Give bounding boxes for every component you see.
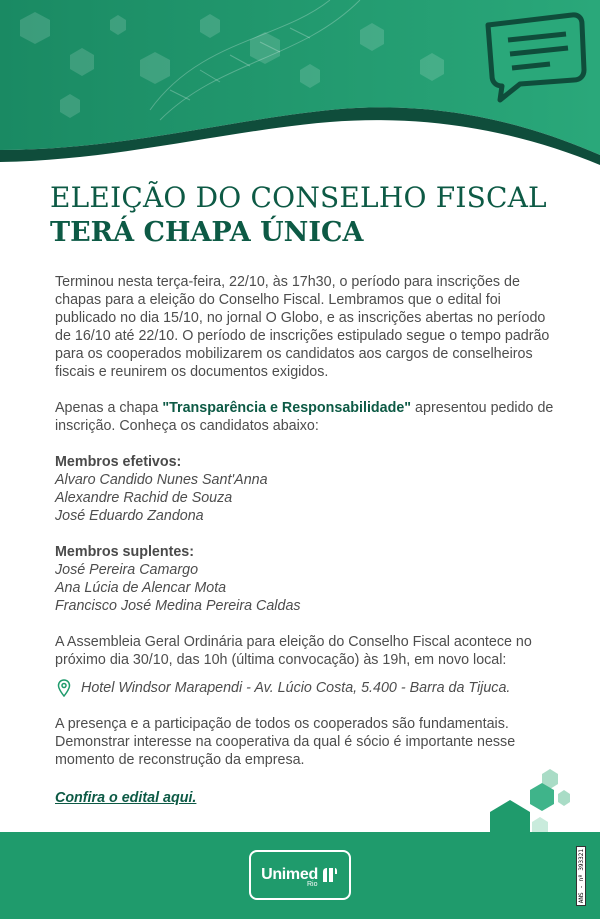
footer: [0, 832, 600, 919]
logo-text: Unimed: [261, 866, 318, 883]
location-pin-icon: [57, 679, 71, 697]
suplente-member: Francisco José Medina Pereira Caldas: [55, 598, 301, 614]
chapa-text-after: apresentou pedido de inscrição. Conheça os candidatos abaixo:: [55, 400, 554, 434]
chapa-text-before: Apenas a chapa: [55, 400, 163, 416]
location-line: [57, 679, 555, 697]
ans-text: ANS - nº 393321: [577, 848, 585, 904]
edital-link[interactable]: Confira o edital aqui.: [55, 790, 197, 806]
location-text: Hotel Windsor Marapendi - Av. Lúcio Costa, 5.400 - Barra da Tijuca.: [81, 680, 511, 696]
unimed-tree-icon: [321, 866, 339, 884]
header-banner: [0, 0, 600, 165]
title-line-2: TERÁ CHAPA ÚNICA: [50, 217, 364, 248]
paragraph-intro: Terminou nesta terça-feira, 22/10, às 17h30, o período para inscrições de chapas para a eleição do Conselho Fiscal. Lembramos que o edital foi publicado no dia 15/10, no jornal O Globo, e as inscrições abertas no período de 16/10 até 22/10. O período de inscrições estipulado segue o tempo padrão para os cooperados mobilizarem os candidatos aos cargos de conselheiros fiscais e reunirem os documentos exigidos.: [55, 274, 550, 380]
efetivo-member: José Eduardo Zandona: [55, 508, 204, 524]
efetivo-member: Alexandre Rachid de Souza: [55, 490, 233, 506]
suplente-member: José Pereira Camargo: [55, 562, 199, 578]
suplentes-label: Membros suplentes:: [55, 544, 195, 560]
ans-registration-badge: [576, 846, 586, 906]
efetivo-member: Alvaro Candido Nunes Sant'Anna: [55, 472, 268, 488]
paragraph-assembleia: A Assembleia Geral Ordinária para eleição do Conselho Fiscal acontece no próximo dia 30/10, das 10h (última convocação) às 19h, em novo local:: [55, 634, 532, 668]
article-body: [55, 273, 555, 807]
suplente-member: Ana Lúcia de Alencar Mota: [55, 580, 227, 596]
chapa-name: "Transparência e Responsabilidade": [162, 400, 412, 416]
paragraph-presenca: A presença e a participação de todos os cooperados são fundamentais. Demonstrar interesse na cooperativa da qual é sócio é importante nesse momento de reconstrução da empresa.: [55, 716, 516, 768]
unimed-logo[interactable]: [249, 850, 351, 900]
title-line-1: ELEIÇÃO DO CONSELHO FISCAL: [50, 181, 547, 214]
logo-sub: Rio: [307, 881, 318, 888]
article-title: [50, 180, 570, 250]
header-pattern: [0, 0, 600, 165]
paragraph-chapa: [55, 399, 555, 435]
efetivos-label: Membros efetivos:: [55, 454, 182, 470]
decorative-hexagons: [490, 760, 600, 840]
